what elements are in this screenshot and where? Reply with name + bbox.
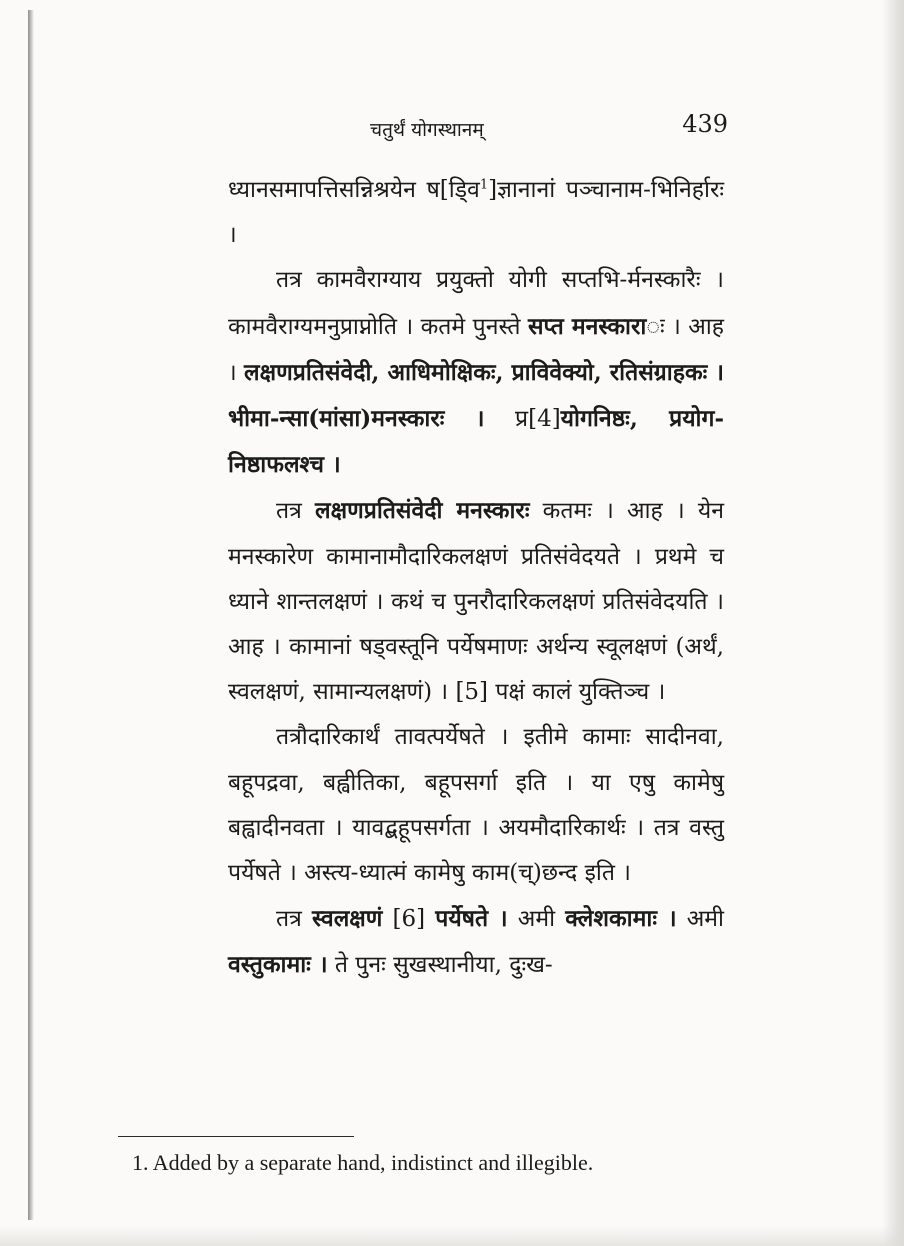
page-edge-shadow-right <box>882 0 904 1246</box>
text-segment: कतमः । आह । येन मनस्कारेण कामानामौदारिकलक्षणं प्रतिसंवेदयते । प्रथमे च ध्याने शान्तलक्षणं । कथं च पुनरौदारिकलक्षणं प्रतिसंवेदयति । आह । कामानां षड्वस्तूनि पर्येषमाणः अर्थन्य स्वूलक्षणं (अर्थं, स्वलक्षणं, सामान्यलक्षणं) । [5] पक्षं कालं युक्तिञ्च । <box>228 498 724 706</box>
text-segment: [6] <box>382 906 436 933</box>
bold-term: पर्येषते । <box>435 905 508 933</box>
text-segment: तत्र कामवैराग्याय प्रयुक्तो योगी सप्तभि-र्मनस्कारैः । कामवैराग्यमनुप्राप्नोति । कतमे पुनस्ते <box>228 267 724 340</box>
paragraph <box>228 258 724 488</box>
paragraph <box>228 488 724 715</box>
page-number: 439 <box>682 110 728 138</box>
text-segment: प्र[4] <box>484 406 561 433</box>
footnote: 1. Added by a separate hand, indistinct and illegible. <box>132 1150 594 1175</box>
text-segment: अमी <box>676 906 724 933</box>
text-segment: तत्रौदारिकार्थं तावत्पर्येषते । इतीमे कामाः सादीनवा, बहूपद्रवा, बह्वीतिका, बहूपसर्गा इति । या एषु कामेषु बह्वादीनवता । यावद्बहूपसर्गता । अयमौदारिकार्थः । तत्र वस्तु पर्येषते । अस्त्य-ध्यात्मं कामेषु काम(च्)छन्द इति । <box>228 724 724 887</box>
paragraph <box>228 168 724 258</box>
bold-term: योगनिष्ठः, प्रयोग-निष्ठाफलश्च । <box>228 405 724 479</box>
text-segment: तत्र <box>276 498 316 525</box>
paragraph <box>228 715 724 896</box>
text-segment: ः । आह । <box>228 313 724 386</box>
page-binding-shadow <box>28 10 34 1220</box>
text-segment: ते पुनः सुखस्थानीया, दुःख- <box>327 952 553 979</box>
main-text <box>228 168 724 989</box>
text-segment: ]ज्ञानानां पञ्चानाम-भिनिर्हारः । <box>228 177 724 249</box>
footnote-marker: 1 <box>479 177 489 193</box>
text-segment: तत्र <box>276 906 312 933</box>
page-edge-shadow-bottom <box>0 1226 904 1246</box>
bold-term: क्लेशकामाः । <box>565 905 677 933</box>
page-header <box>370 110 730 146</box>
running-head: चतुर्थं योगस्थानम् <box>370 119 484 141</box>
bold-term: लक्षणप्रतिसंवेदी मनस्कारः <box>315 497 530 525</box>
bold-term: सप्त मनस्कारा <box>527 312 647 340</box>
text-segment: ध्यानसमापत्तिसन्निश्रयेन ष[डि्व <box>228 177 480 203</box>
footnote-divider <box>118 1136 354 1137</box>
bold-term: लक्षणप्रतिसंवेदी, आधिमोक्षिकः, प्राविवेक्यो, रतिसंग्राहकः । भीमा-न्सा(मांसा)मनस्कारः । <box>228 358 724 433</box>
bold-term: वस्तुकामाः । <box>228 951 328 979</box>
text-segment: अमी <box>507 906 566 933</box>
bold-term: स्वलक्षणं <box>311 905 383 933</box>
paragraph <box>228 896 724 988</box>
